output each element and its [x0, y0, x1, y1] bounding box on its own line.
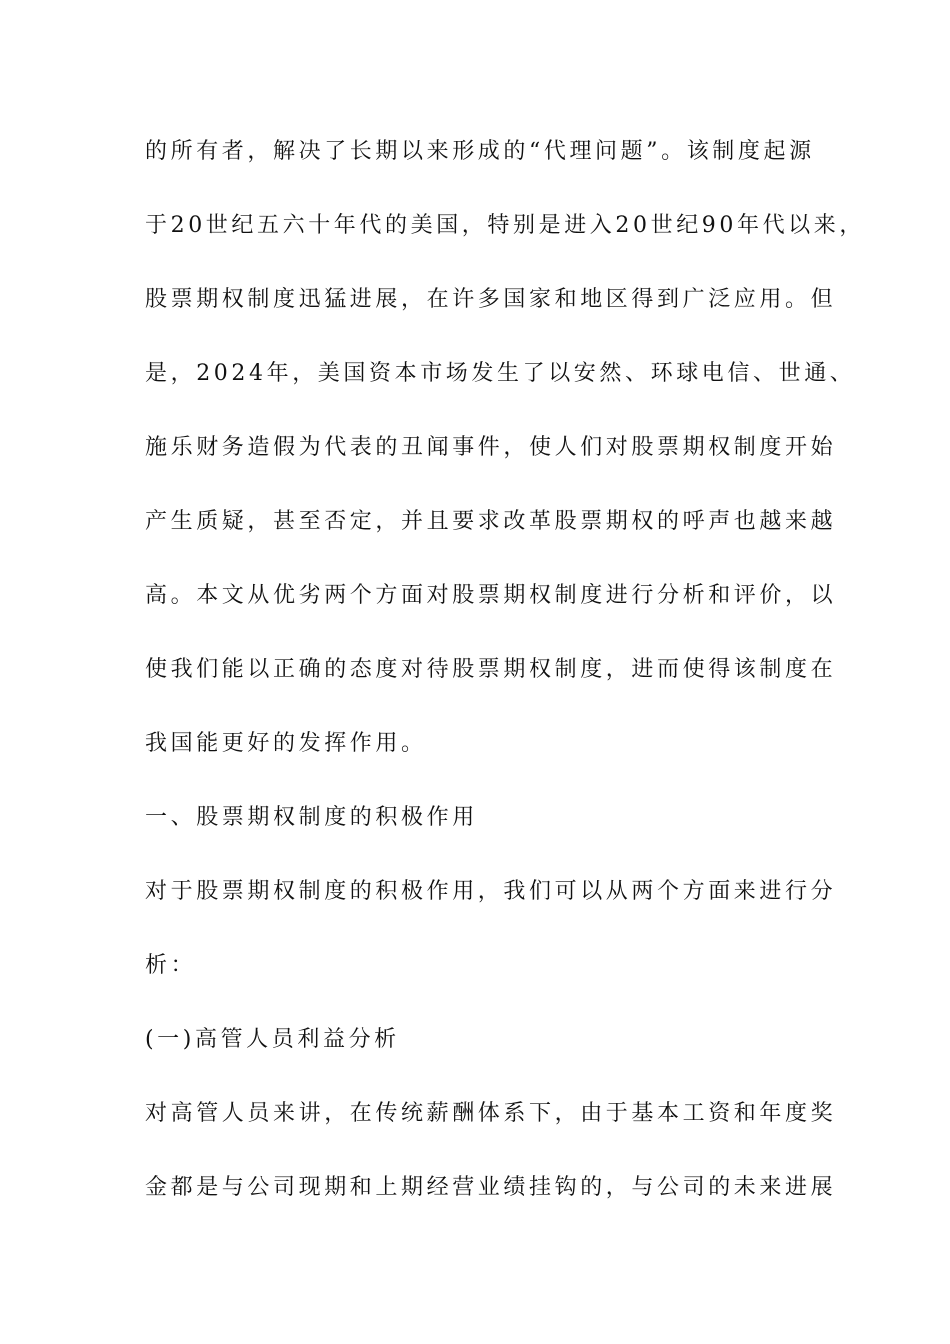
paragraph-line: 金都是与公司现期和上期经营业绩挂钩的，与公司的未来进展: [145, 1175, 837, 1200]
paragraph-line: 对于股票期权制度的积极作用，我们可以从两个方面来进行分: [145, 879, 837, 904]
paragraph-line: 的所有者，解决了长期以来形成的“代理问题”。该制度起源: [145, 139, 815, 164]
subsection-heading: (一)高管人员利益分析: [145, 1027, 400, 1052]
paragraph-line: 高。本文从优劣两个方面对股票期权制度进行分析和评价，以: [145, 583, 837, 608]
paragraph-line: 我国能更好的发挥作用。: [145, 731, 427, 756]
paragraph-line: 是，2024年，美国资本市场发生了以安然、环球电信、世通、: [145, 361, 856, 386]
paragraph-line: 股票期权制度迅猛进展，在许多国家和地区得到广泛应用。但: [145, 287, 837, 312]
paragraph-line: 于20世纪五六十年代的美国，特别是进入20世纪90年代以来，: [145, 213, 865, 238]
paragraph-line: 析：: [145, 953, 197, 978]
paragraph-line: 对高管人员来讲，在传统薪酬体系下，由于基本工资和年度奖: [145, 1101, 837, 1126]
paragraph-line: 产生质疑，甚至否定，并且要求改革股票期权的呼声也越来越: [145, 509, 837, 534]
section-heading: 一、股票期权制度的积极作用: [145, 805, 478, 830]
paragraph-line: 施乐财务造假为代表的丑闻事件，使人们对股票期权制度开始: [145, 435, 837, 460]
paragraph-line: 使我们能以正确的态度对待股票期权制度，进而使得该制度在: [145, 657, 837, 682]
